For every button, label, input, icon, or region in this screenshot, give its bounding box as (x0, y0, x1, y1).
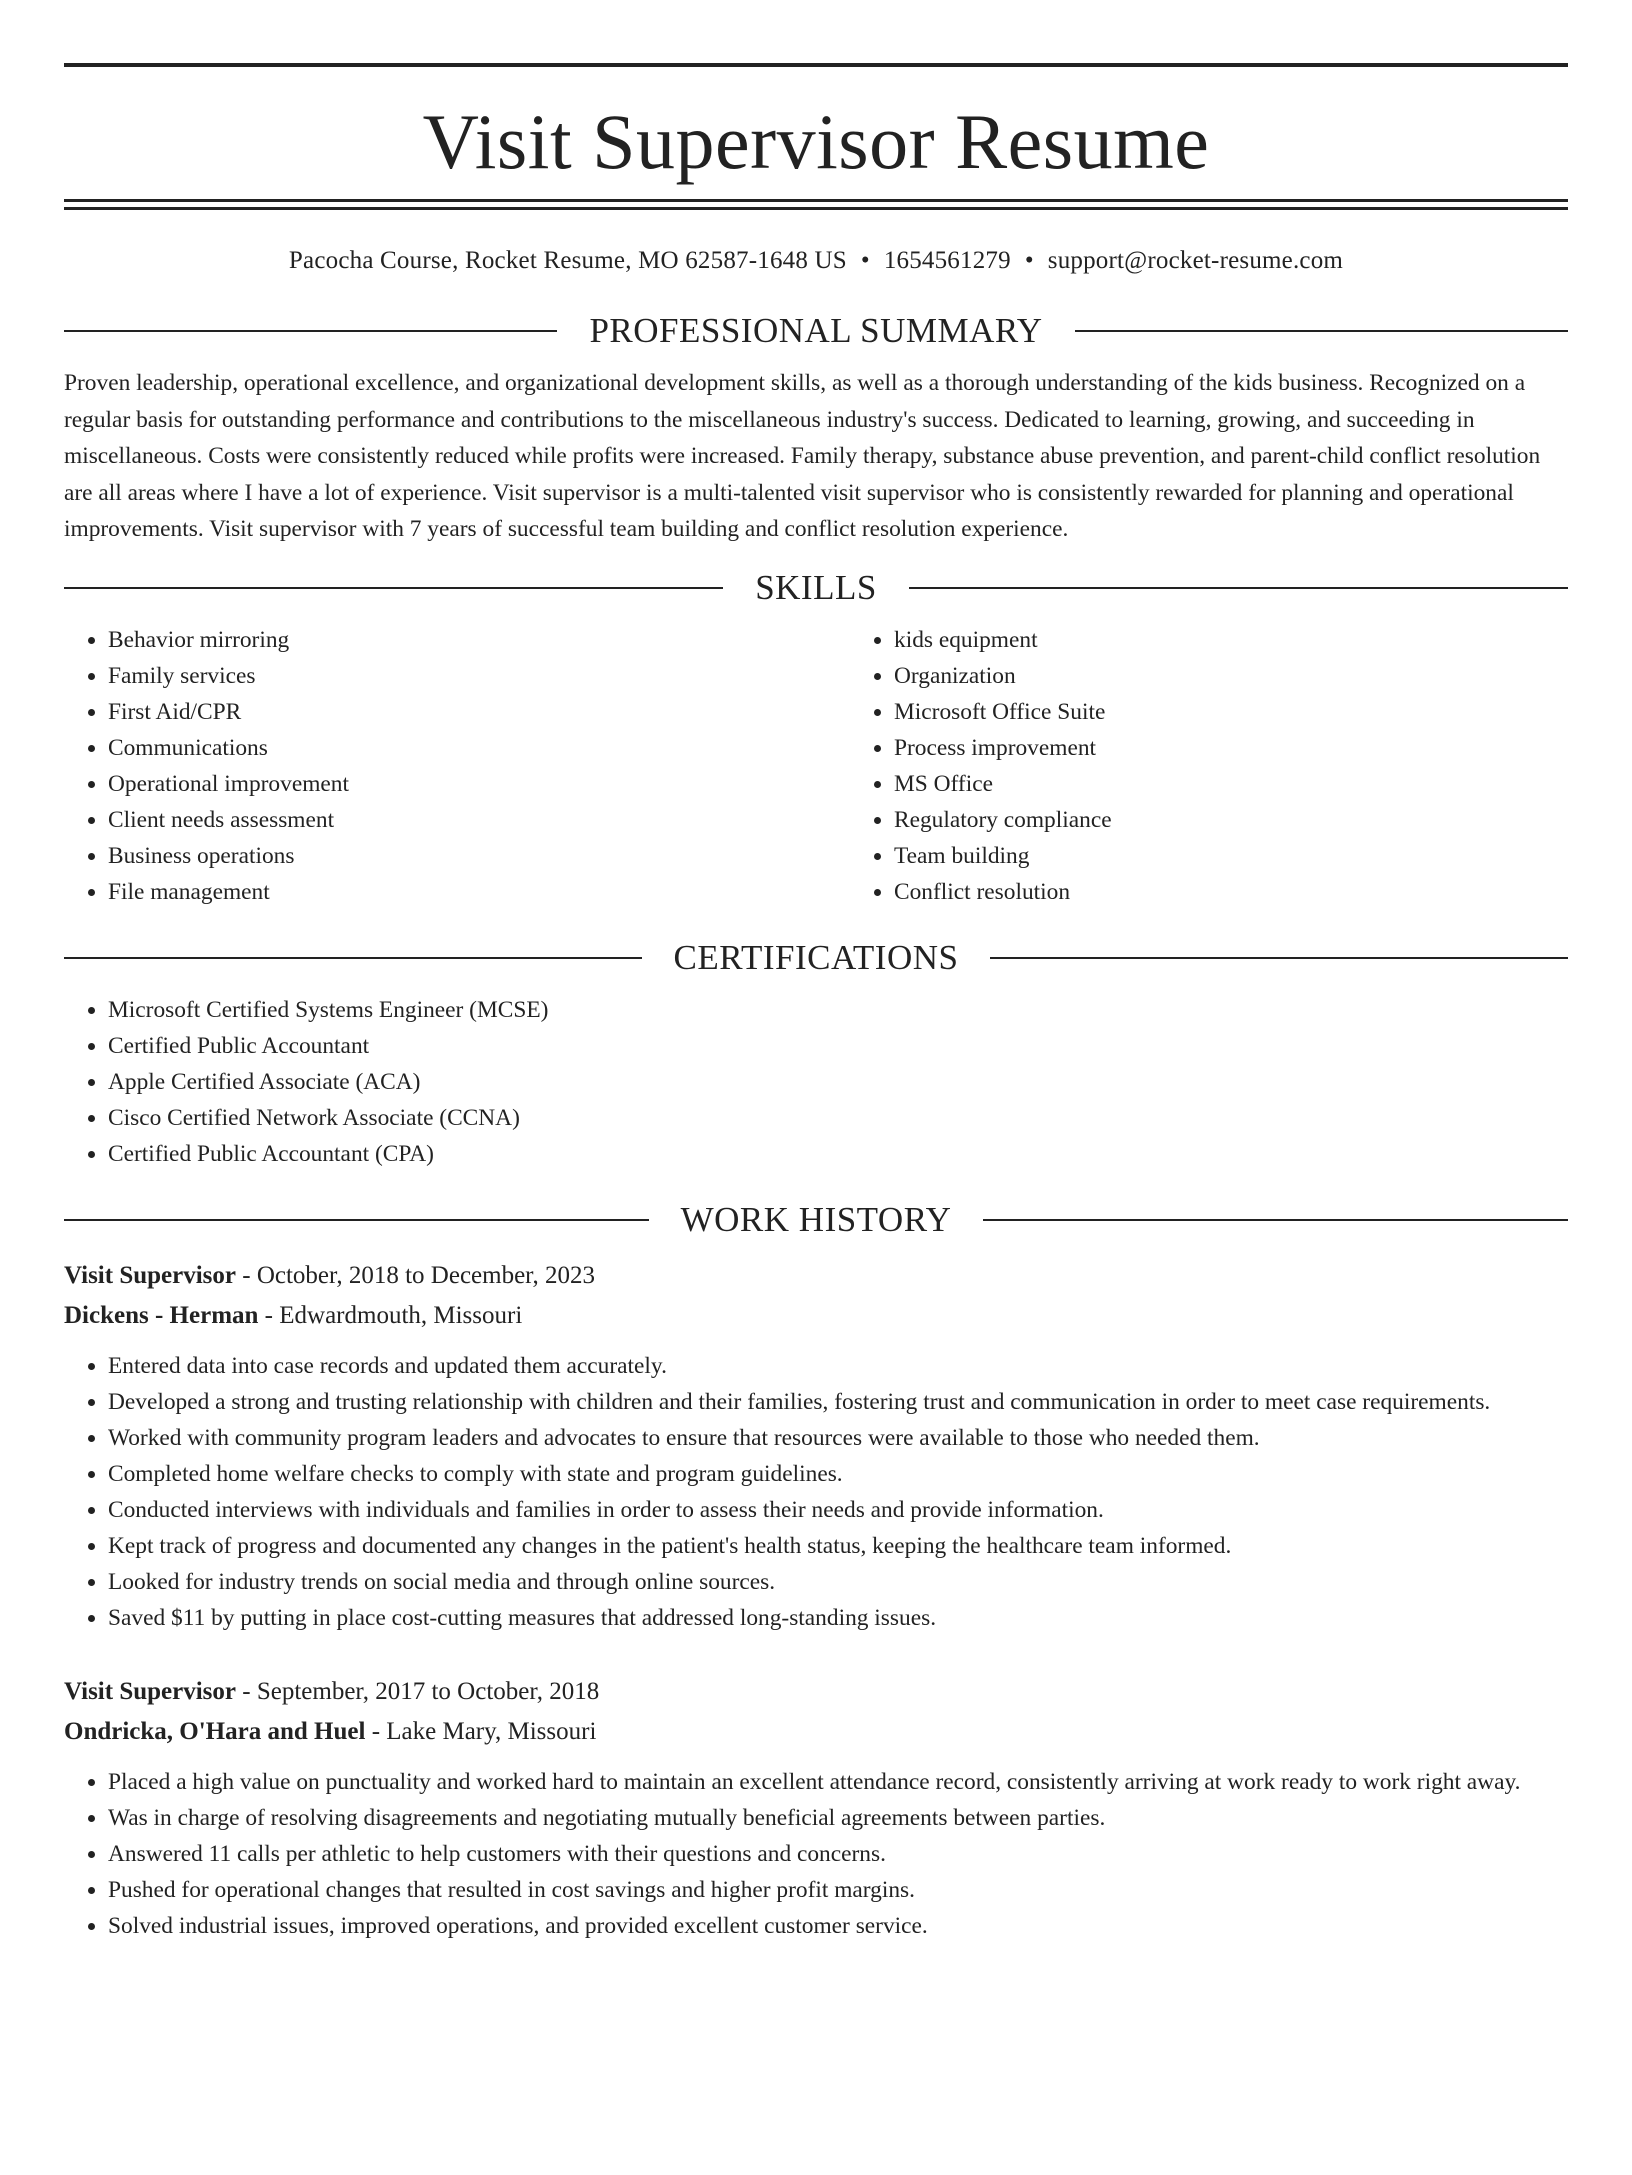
job-company: Dickens - Herman (64, 1301, 259, 1329)
skill-item: • First Aid/CPR (108, 694, 850, 730)
skills-list (64, 622, 1568, 910)
job-bullet: • Placed a high value on punctuality and worked hard to maintain an excellent attendance record, consistently arriving at work ready to work right away. (108, 1764, 1568, 1800)
job-bullet: • Looked for industry trends on social media and through online sources. (108, 1564, 1568, 1600)
job-location: - Lake Mary, Missouri (365, 1717, 597, 1745)
top-rule (64, 63, 1568, 67)
job-entry (64, 1256, 1568, 1636)
skill-item: • Behavior mirroring (108, 622, 850, 658)
skill-item: • Conflict resolution (894, 874, 1568, 910)
job-bullets (64, 1764, 1568, 1944)
job-company-line (64, 1296, 1568, 1336)
skill-item: • Business operations (108, 838, 850, 874)
skill-item: • Microsoft Office Suite (894, 694, 1568, 730)
contact-address: Pacocha Course, Rocket Resume, MO 62587-1648 US (288, 247, 847, 274)
contact-separator: • (860, 247, 870, 274)
job-entry (64, 1672, 1568, 1944)
job-dates: - October, 2018 to December, 2023 (236, 1261, 595, 1289)
resume-page (0, 63, 1632, 2175)
job-title-line (64, 1672, 1568, 1712)
job-dates: - September, 2017 to October, 2018 (236, 1677, 600, 1705)
job-bullet: • Answered 11 calls per athletic to help customers with their questions and concerns. (108, 1836, 1568, 1872)
job-title: Visit Supervisor (64, 1677, 236, 1705)
certifications-list (64, 992, 1568, 1172)
job-bullet: • Solved industrial issues, improved operations, and provided excellent customer service. (108, 1908, 1568, 1944)
certification-item: • Microsoft Certified Systems Engineer (MCSE) (108, 992, 1568, 1028)
certification-item: • Certified Public Accountant (108, 1028, 1568, 1064)
certifications-heading (64, 936, 1568, 980)
job-bullet: • Conducted interviews with individuals and families in order to assess their needs and provide information. (108, 1492, 1568, 1528)
contact-email: support@rocket-resume.com (1047, 247, 1344, 274)
skills-heading-label: SKILLS (755, 567, 877, 607)
skill-item: • Process improvement (894, 730, 1568, 766)
skill-item: • MS Office (894, 766, 1568, 802)
skills-column-right (850, 622, 1568, 910)
skill-item: • Communications (108, 730, 850, 766)
work-history-heading (64, 1198, 1568, 1242)
job-bullets (64, 1348, 1568, 1636)
skills-heading (64, 566, 1568, 610)
skill-item: • File management (108, 874, 850, 910)
certification-item: • Apple Certified Associate (ACA) (108, 1064, 1568, 1100)
job-bullet: • Saved $11 by putting in place cost-cutting measures that addressed long-standing issues. (108, 1600, 1568, 1636)
job-title-line (64, 1256, 1568, 1296)
summary-heading-label: PROFESSIONAL SUMMARY (589, 311, 1043, 350)
contact-line (64, 247, 1568, 275)
job-bullet: • Worked with community program leaders and advocates to ensure that resources were available to those who needed them. (108, 1420, 1568, 1456)
certifications-heading-label: CERTIFICATIONS (673, 937, 959, 977)
resume-title: Visit Supervisor Resume (422, 98, 1210, 185)
title-double-rule (64, 199, 1568, 210)
skill-item: • Client needs assessment (108, 802, 850, 838)
skills-column-left (64, 622, 850, 910)
skill-item: • Family services (108, 658, 850, 694)
job-bullet: • Developed a strong and trusting relationship with children and their families, fostering trust and communication in order to meet case requirements. (108, 1384, 1568, 1420)
summary-text: Proven leadership, operational excellence, and organizational development skills, as well as a thorough understanding of the kids business. Recognized on a regular basis for outstanding performance and contributions to the miscellaneous industry's success. Dedicated to learning, growing, and succeeding in miscellaneous. Costs were consistently reduced while profits were increased. Family therapy, substance abuse prevention, and parent-child conflict resolution are all areas where I have a lot of experience. Visit supervisor is a multi-talented visit supervisor who is consistently rewarded for planning and operational improvements. Visit supervisor with 7 years of successful team building and conflict resolution experience. (64, 370, 1541, 542)
job-bullet: • Entered data into case records and updated them accurately. (108, 1348, 1568, 1384)
certification-item: • Cisco Certified Network Associate (CCNA) (108, 1100, 1568, 1136)
certification-item: • Certified Public Accountant (CPA) (108, 1136, 1568, 1172)
skill-item: • Regulatory compliance (894, 802, 1568, 838)
contact-phone: 1654561279 (883, 247, 1011, 274)
job-bullet: • Completed home welfare checks to comply with state and program guidelines. (108, 1456, 1568, 1492)
skill-item: • kids equipment (894, 622, 1568, 658)
job-location: - Edwardmouth, Missouri (258, 1301, 523, 1329)
work-history-heading-label: WORK HISTORY (680, 1199, 952, 1239)
job-bullet: • Kept track of progress and documented any changes in the patient's health status, keeping the healthcare team informed. (108, 1528, 1568, 1564)
job-company-line (64, 1712, 1568, 1752)
job-bullet: • Was in charge of resolving disagreements and negotiating mutually beneficial agreements between parties. (108, 1800, 1568, 1836)
summary-heading (64, 309, 1568, 353)
contact-separator: • (1024, 247, 1034, 274)
skill-item: • Team building (894, 838, 1568, 874)
job-bullet: • Pushed for operational changes that resulted in cost savings and higher profit margins. (108, 1872, 1568, 1908)
skill-item: • Operational improvement (108, 766, 850, 802)
skill-item: • Organization (894, 658, 1568, 694)
job-title: Visit Supervisor (64, 1261, 236, 1289)
job-company: Ondricka, O'Hara and Huel (64, 1717, 366, 1745)
